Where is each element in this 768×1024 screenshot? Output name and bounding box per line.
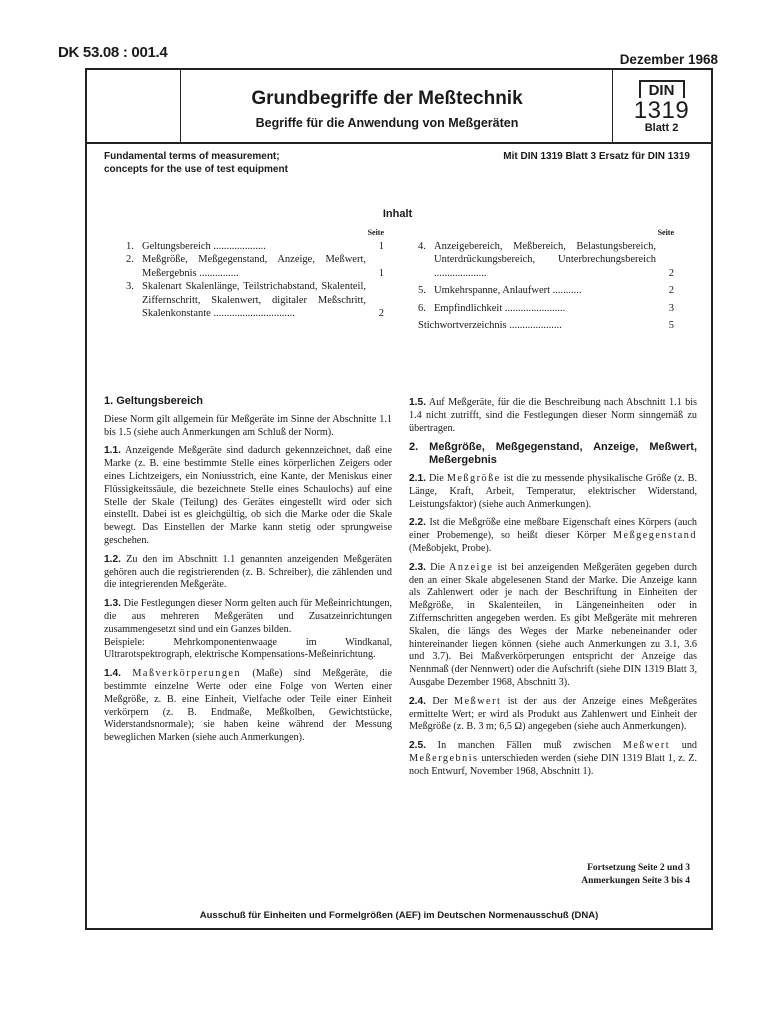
section-2-1-paragraph: [409, 473, 697, 511]
section-ref: 2.1.: [409, 472, 426, 484]
toc-entry-text: Umkehrspanne, Anlaufwert ...........: [434, 285, 582, 296]
paragraph-text: Ist die Meßgröße eine meßbare Eigenschaft eines Körpers (auch einer Probemenge), so heißt dieser Körper: [409, 517, 698, 542]
din-word: DIN: [639, 80, 685, 98]
toc-entry-page: 3: [668, 302, 674, 314]
toc-entry-text: Meßgröße, Meßgegenstand, Anzeige, Meßwert, Meßergebnis ...............: [142, 254, 366, 279]
section-2-heading: 2. Meßgröße, Meßgegenstand, Anzeige, Meßwert, Meßergebnis: [409, 441, 697, 467]
english-title-line1: Fundamental terms of measurement;: [104, 151, 280, 162]
section-ref: 1.5.: [409, 397, 426, 408]
toc-entry-number: 1.: [126, 240, 134, 252]
toc-entry: [126, 253, 384, 280]
din-number: 1319: [633, 97, 690, 124]
paragraph-text: ist der aus der Anzeige eines Meßgerätes ermittelte Wert; er wird als Produkt aus Zahlenwert und Einheit der Meßgröße (z. B. 3 m; 6,5 Ω) angegeben (siehe auch Anmerkungen).: [409, 695, 697, 733]
section-ref: 1.3.: [104, 598, 121, 610]
section-2-2-paragraph: [409, 517, 697, 555]
continuation-line1: Fortsetzung Seite 2 und 3: [587, 863, 690, 873]
section-ref: 2.2.: [409, 517, 426, 529]
term: Meßgegenstand: [612, 530, 697, 542]
toc-entry-page: 1: [378, 267, 384, 279]
paragraph-text: Der: [432, 695, 448, 707]
paragraph-text: Die Festlegungen dieser Norm gelten auch für Meßeinrichtungen, die aus mehreren Meßgeräten und Zusatzeinrichtungen zusammengesetzt sind und ein Ganzes bilden.: [104, 598, 392, 635]
section-2-5-paragraph: [409, 740, 697, 778]
english-title-line2: concepts for the use of test equipment: [104, 164, 288, 175]
toc-entry: [126, 240, 384, 254]
term: Meßgröße: [446, 472, 501, 484]
section-1-4-paragraph: [104, 668, 392, 745]
section-1-1-paragraph: [104, 445, 392, 547]
din-box: [612, 70, 710, 142]
toc-entry-number: 6.: [418, 302, 426, 314]
logo-box: [85, 68, 181, 144]
toc-right-column: [418, 226, 674, 333]
term: Meßwert: [622, 740, 671, 752]
toc-entry: [418, 302, 674, 316]
paragraph-text: In manchen Fällen muß zwischen: [437, 740, 612, 752]
term: Maßverkörperungen: [132, 668, 242, 680]
paragraph-text: (Meßobjekt, Probe).: [409, 542, 492, 554]
term: Meßergebnis: [409, 752, 479, 764]
section-ref: 1.4.: [104, 668, 121, 680]
section-1-2-paragraph: [104, 554, 392, 592]
din-blatt: Blatt 2: [644, 122, 679, 134]
toc-seite-label: Seite: [657, 228, 674, 237]
section-1-paragraph: Diese Norm gilt allgemein für Meßgeräte im Sinne der Abschnitte 1.1 bis 1.5 (siehe auch Anmerkungen am Schluß der Norm).: [104, 413, 392, 438]
section-ref: 1.1.: [104, 445, 121, 457]
paragraph-text: unterschieden werden (siehe DIN 1319 Blatt 1, z. Z. noch Entwurf, November 1968, Abschnitt 1).: [409, 752, 697, 777]
section-1-heading: 1. Geltungsbereich: [104, 395, 204, 407]
section-ref: 2.3.: [409, 561, 426, 573]
paragraph-text: und: [681, 740, 697, 752]
term: Meßwert: [454, 695, 502, 707]
toc-entry-page: 2: [668, 285, 674, 296]
paragraph-text: Auf Meßgeräte, für die die Beschreibung nach Abschnitt 1.1 bis 1.4 nicht zutrifft, sind die Festlegungen dieser Norm sinngemäß zu übertragen.: [409, 397, 698, 434]
toc-entry: [126, 280, 384, 321]
section-2-4-paragraph: [409, 696, 697, 734]
section-ref: 1.2.: [104, 553, 121, 565]
toc-entry-page: 5: [668, 320, 674, 331]
issue-date: Dezember 1968: [619, 52, 718, 67]
section-ref: 2.5.: [409, 740, 426, 752]
english-title: [104, 150, 288, 176]
paragraph-text: (Maße) sind Meßgeräte, die bestimmte einzelne Werte oder eine Folge von Werten einer Meßgröße, z. B. eine Einheit, Vielfache oder Teile einer Einheit verkörpern (z. B. Endmaße, Meßkolben, Gewichtstücke, Widerstandsnormale); sie haben keine während der Messung beweglichen Marken (siehe auch Anmerkungen).: [104, 668, 393, 744]
toc-heading: Inhalt: [382, 208, 413, 220]
dk-number: DK 53.08 : 001.4: [58, 44, 168, 61]
continuation-note: [470, 862, 690, 888]
term: Anzeige: [449, 561, 494, 573]
toc-entry-text: Geltungsbereich ....................: [142, 240, 266, 252]
toc-left-column: [126, 226, 384, 321]
toc-entry-page: 2: [378, 308, 384, 319]
section-ref: 2.4.: [409, 695, 426, 707]
toc-entry-text: Empfindlichkeit .......................: [434, 302, 566, 314]
toc-entry: [418, 240, 674, 281]
toc-entry-text: Anzeigebereich, Meßbereich, Belastungsbereich, Unterdrückungsbereich, Unterbrechungsbereich ....................: [434, 240, 656, 279]
footer-committee: Ausschuß für Einheiten und Formelgrößen (AEF) im Deutschen Normenausschuß (DNA): [199, 910, 599, 921]
continuation-line2: Anmerkungen Seite 3 bis 4: [581, 876, 690, 886]
section-1-5-paragraph: [409, 397, 697, 435]
toc-entry-text: Stichwortverzeichnis ....................: [418, 320, 562, 331]
toc-entry-page: 2: [668, 267, 674, 279]
document-subtitle: Begriffe für die Anwendung von Meßgeräten: [255, 116, 519, 130]
toc-seite-label: Seite: [367, 228, 384, 237]
paragraph-text: ist bei anzeigenden Meßgeräten gegeben durch den an einer Skale abgelesenen Stand der Marke. Die Anzeige kann als Zahlenwert oder je nach der Beschriftung in Einheiten der Meßgröße, in Skalenteilen, in Längeneinheiten oder in Ziffernschritten angegeben werden. Es gibt Meßgeräte mit mehreren Skalen, die längs des Weges der Marke nebeneinander oder hintereinander liegen können (siehe auch Anmerkungen zu 3.1, 3.6 und 3.7). Bei Maßverkörperungen entspricht der Anzeige das Nennmaß (der Nennwert) oder die Aufschrift (siehe DIN 1319 Blatt 3, Ausgabe Dezember 1968, Abschnitt 3).: [409, 561, 698, 688]
toc-entry: [418, 319, 674, 333]
section-1-3-paragraph: [104, 598, 392, 636]
paragraph-text: Die: [430, 561, 445, 573]
section-2-3-paragraph: [409, 562, 697, 690]
toc-entry: [418, 284, 674, 298]
paragraph-text: Anzeigende Meßgeräte sind dadurch gekennzeichnet, daß eine Marke (z. B. eine bestimmte Stelle eines körperlichen Zeigers oder eines Lichtzeigers, ein Noniusstrich, eine Kante, der Meniskus einer Flüssigkeitssäule, die bezeichnete Stelle eines Schaulochs) auf eine Stelle der Skale (Teilung) des Gerätes eingestellt wird oder sich einstellt. Dabei ist es gleichgültig, ob sich die Marke oder die Skale bewegt. Das Einstellen der Marke kann stetig oder sprungweise geschehen.: [104, 445, 393, 546]
paragraph-text: Die: [429, 472, 444, 484]
toc-entry-number: 4.: [418, 240, 426, 252]
section-1-3-example: Beispiele: Mehrkomponentenwaage im Windkanal, Ultrarotspektrograph, elektrische Kompensations-Meßeinrichtung.: [104, 636, 392, 661]
right-text-column: [409, 397, 697, 785]
replacement-note: Mit DIN 1319 Blatt 3 Ersatz für DIN 1319: [503, 151, 690, 162]
toc-entry-number: 5.: [418, 285, 426, 296]
left-text-column: [104, 395, 392, 751]
toc-entry-number: 2.: [126, 254, 134, 265]
paragraph-text: ist die zu messende physikalische Größe (z. B. Länge, Kraft, Arbeit, Temperatur, elektrischer Widerstand, Leistungsfaktor) (siehe auch Anmerkungen).: [409, 472, 698, 510]
toc-entry-page: 1: [378, 240, 384, 252]
toc-entry-text: Skalenart Skalenlänge, Teilstrichabstand, Skalenteil, Ziffernschritt, Skalenwert, digitaler Meßschritt, Skalenkonstante ...............................: [142, 281, 366, 319]
document-title: Grundbegriffe der Meßtechnik: [251, 88, 523, 109]
paragraph-text: Zu den im Abschnitt 1.1 genannten anzeigenden Meßgeräten gehören auch die registrierenden (z. B. Schreiber), die zählenden und die integrierenden Meßgeräte.: [104, 553, 392, 591]
toc-entry-number: 3.: [126, 281, 134, 292]
